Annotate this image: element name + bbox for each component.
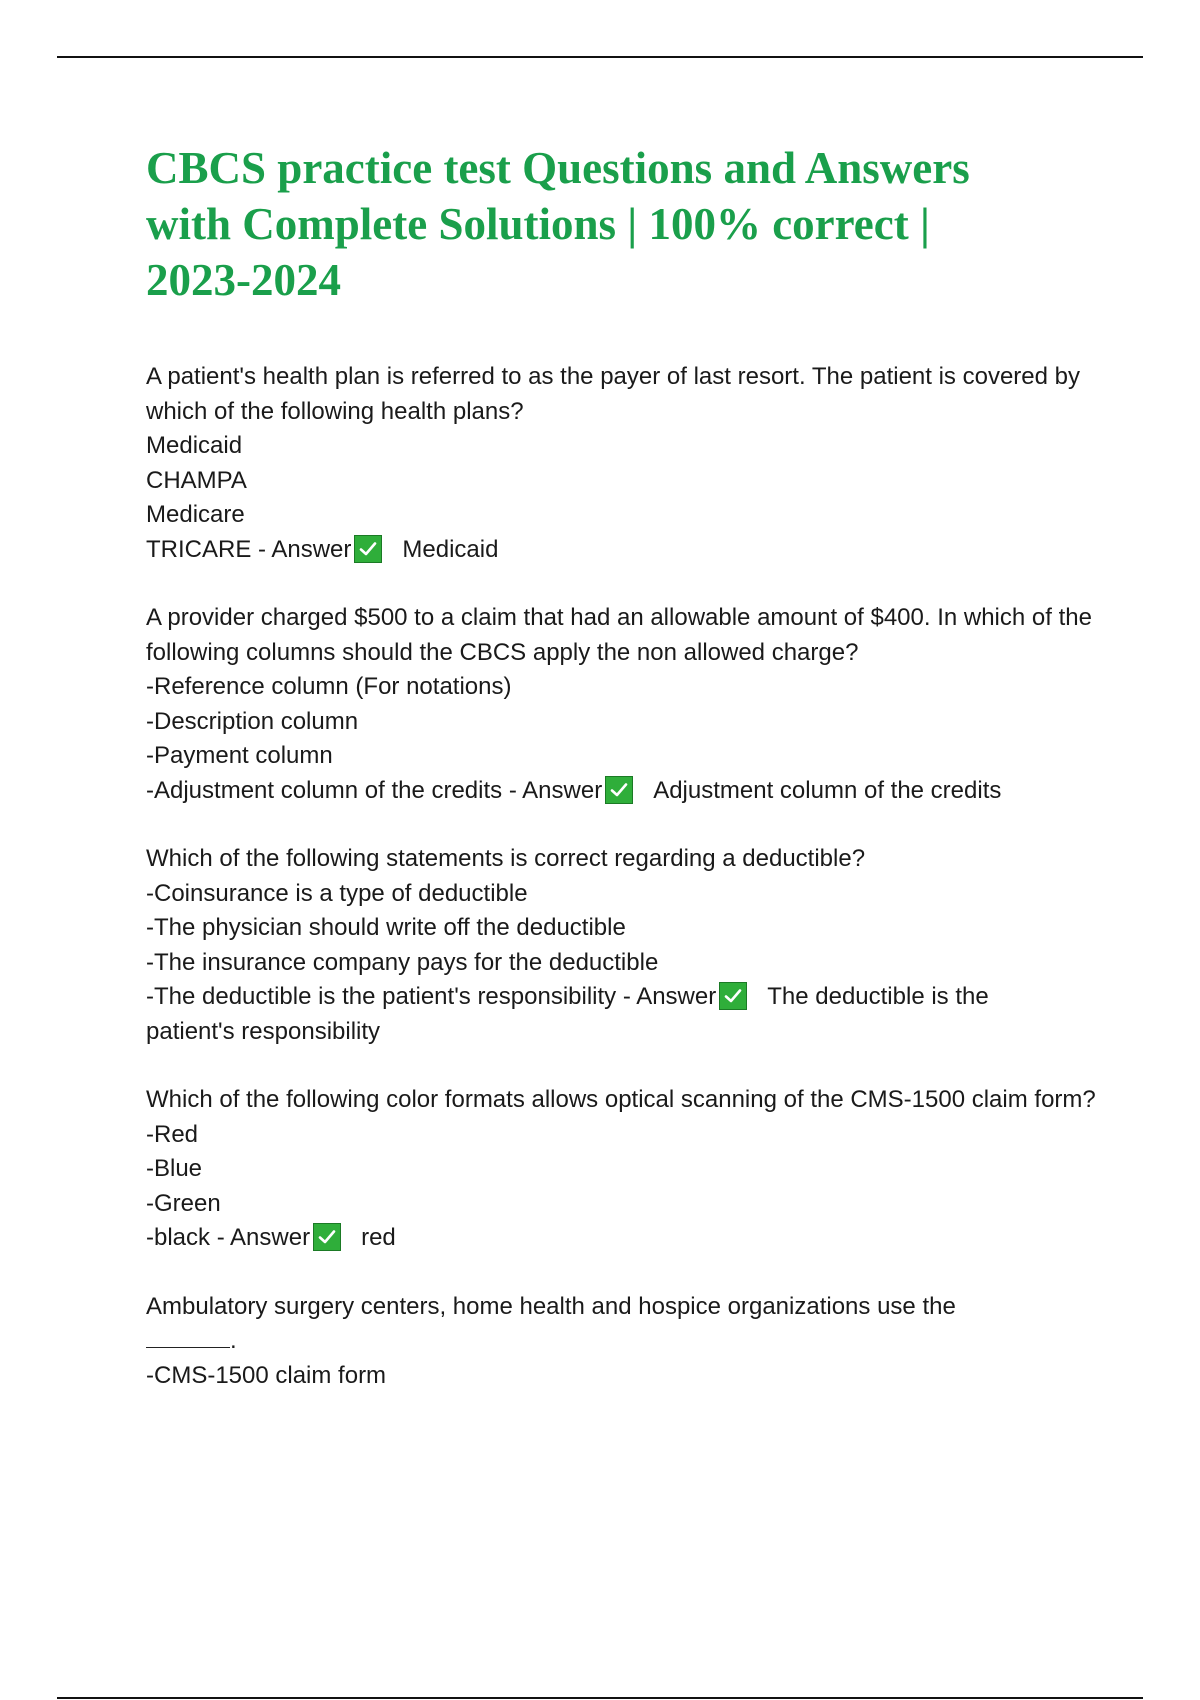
option: -Coinsurance is a type of deductible	[146, 879, 528, 907]
top-rule	[57, 56, 1143, 58]
answer-label: Answer	[522, 776, 603, 804]
blank-line	[146, 1327, 230, 1348]
option: Medicaid	[146, 432, 243, 459]
answer-text: Medicaid	[402, 535, 499, 563]
option: TRICARE	[146, 535, 252, 563]
option: -black	[146, 1224, 211, 1251]
question-stem: A patient's health plan is referred to as the payer of last resort. The patient is covered by which of the following health plans?	[146, 363, 1080, 425]
question-block-1	[146, 360, 1106, 567]
question-block-2	[146, 601, 1106, 808]
blank-suffix: .	[230, 1327, 237, 1354]
answer-line: -Adjustment column of the credits - Answer Adjustment column of the credits	[146, 776, 1002, 804]
option: -The insurance company pays for the deductible	[146, 948, 659, 976]
option: Medicare	[146, 501, 245, 528]
option: -Payment column	[146, 742, 333, 769]
green-check-box-icon	[313, 1223, 341, 1251]
option: -Green	[146, 1189, 221, 1217]
answer-text-continued: patient's responsibility	[146, 1017, 381, 1045]
answer-label: Answer	[636, 983, 717, 1010]
answer-text: red	[361, 1224, 396, 1251]
answer-label: Answer	[271, 535, 352, 563]
green-check-box-icon	[605, 776, 633, 804]
question-stem: A provider charged $500 to a claim that had an allowable amount of $400. In which of the following columns should the CBCS apply the non allowed charge?	[146, 604, 1092, 666]
answer-line: -The deductible is the patient's responsibility - Answer The deductible is the	[146, 983, 989, 1010]
option: CHAMPA	[146, 466, 247, 494]
question-block-5	[146, 1290, 1106, 1394]
option: -Blue	[146, 1155, 203, 1182]
answer-label: Answer	[230, 1224, 311, 1251]
question-stem: Ambulatory surgery centers, home health and hospice organizations use the	[146, 1292, 956, 1320]
option: -Reference column (For notations)	[146, 673, 512, 700]
question-stem: Which of the following color formats allows optical scanning of the CMS-1500 claim form?	[146, 1086, 1096, 1113]
option: -The deductible is the patient's responsibility	[146, 983, 617, 1010]
bottom-rule	[57, 1697, 1143, 1699]
question-block-3	[146, 842, 1106, 1049]
answer-line: -black - Answer red	[146, 1224, 396, 1251]
option: -Adjustment column of the credits	[146, 776, 503, 804]
answer-text: The deductible is the	[767, 983, 989, 1010]
green-check-box-icon	[719, 982, 747, 1010]
option: -CMS-1500 claim form	[146, 1361, 387, 1389]
question-stem: Which of the following statements is correct regarding a deductible?	[146, 845, 866, 872]
option: -The physician should write off the deductible	[146, 914, 626, 941]
option: -Red	[146, 1120, 199, 1148]
fill-in-blank	[146, 1324, 1106, 1359]
document-title: CBCS practice test Questions and Answers with Complete Solutions | 100% correct | 2023-2024	[146, 143, 970, 305]
answer-line: TRICARE - Answer Medicaid	[146, 535, 499, 563]
option: -Description column	[146, 707, 359, 735]
answer-text: Adjustment column of the credits	[653, 776, 1002, 804]
green-check-box-icon	[354, 535, 382, 563]
document-page	[146, 140, 1106, 1427]
question-block-4	[146, 1083, 1106, 1256]
